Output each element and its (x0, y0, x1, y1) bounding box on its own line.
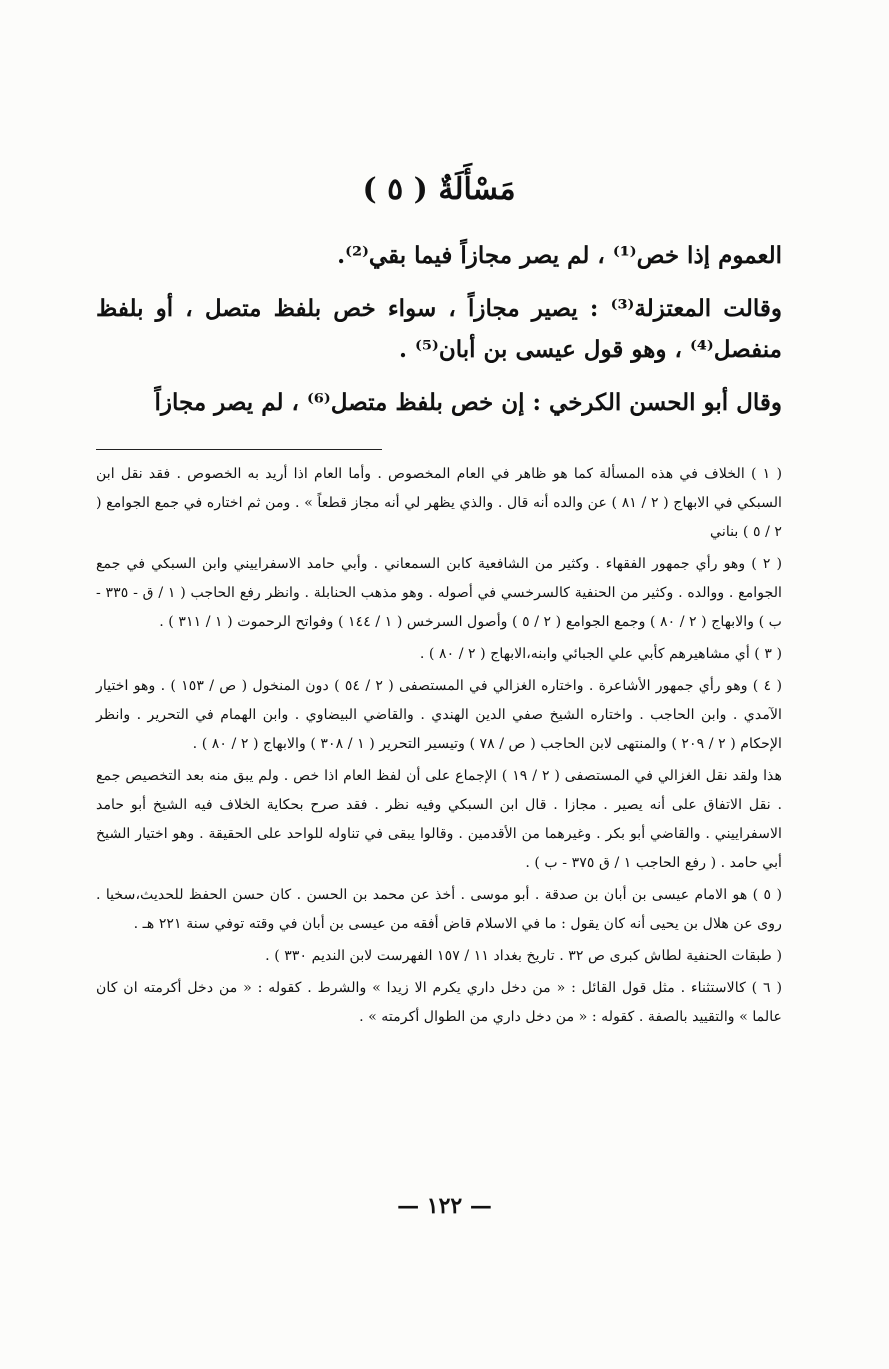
page-number: — ١٢٢ — (397, 1193, 492, 1219)
footnote-4-continued: هذا ولقد نقل الغزالي في المستصفى ( ٢ / ١٩ ) الإجماع على أن لفظ العام اذا خص . ولم يبق منه بعد التخصيص جمع . نقل الاتفاق على أنه يصير . مجازا . قال ابن السبكي وفيه نظر . فقد صرح بحكاية الخلاف فيه الشيخ أبو حامد الاسفراييني . والقاضي أبو بكر . وغيرهما من الأقدمين . وقالوا يبقى في تناوله للواحد على الحقيقة . وهو اختيار الشيخ أبي حامد . ( رفع الحاجب ١ / ق ٣٧٥ - ب ) . (96, 768, 782, 871)
footnote-2: ( ٢ ) وهو رأي جمهور الفقهاء . وكثير من الشافعية كابن السمعاني . وأبي حامد الاسفراييني وابن السبكي في جمع الجوامع . ووالده . وكثير من الحنفية كالسرخسي في أصوله . وهو مذهب الحنابلة . وانظر رفع الحاجب ( ١ / ق - ٣٣٥ - ب ) والابهاج ( ٢ / ٨٠ ) وجمع الجوامع ( ٢ / ٥ ) وأصول السرخس ( ١ / ١٤٤ ) وفواتح الرحموت ( ١ / ٣١١ ) . (96, 556, 782, 630)
main-paragraph-1: العموم إذا خص⁽¹⁾ ، لم يصر مجازاً فيما بقي⁽²⁾. (337, 242, 782, 269)
footnote-4: ( ٤ ) وهو رأي جمهور الأشاعرة . واختاره الغزالي في المستصفى ( ٢ / ٥٤ ) دون المنخول ( ص / ١٥٣ ) . وهو اختيار الآمدي . وابن الحاجب . واختاره الشيخ صفي الدين الهندي . والقاضي البيضاوي . وابن الهمام في التحرير . وانظر الإحكام ( ٢ / ٢٠٩ ) والمنتهى لابن الحاجب ( ص / ٧٨ ) وتيسير التحرير ( ١ / ٣٠٨ ) والابهاج ( ٢ / ٨٠ ) . (96, 678, 782, 752)
page-title: مَسْأَلَةٌ ( ٥ ) (362, 172, 516, 207)
footnote-5-sources: ( طبقات الحنفية لطاش كبرى ص ٣٢ . تاريخ بغداد ١١ / ١٥٧ الفهرست لابن النديم ٣٣٠ ) . (265, 948, 782, 964)
footnote-divider (96, 449, 382, 450)
footnote-6: ( ٦ ) كالاستثناء . مثل قول القائل : « من دخل داري يكرم الا زيدا » والشرط . كقوله : « من دخل أكرمته ان كان عالما » والتقييد بالصفة . كقوله : « من دخل داري من الطوال أكرمته » . (96, 980, 783, 1025)
footnote-5: ( ٥ ) هو الامام عيسى بن أبان بن صدقة . أبو موسى . أخذ عن محمد بن الحسن . كان حسن الحفظ للحديث،سخيا . روى عن هلال بن يحيى أنه كان يقول : ما في الاسلام قاض أفقه من عيسى بن أبان في وقته توفي سنة ٢٢١ هـ . (96, 887, 782, 932)
main-paragraph-3: وقال أبو الحسن الكرخي : إن خص بلفظ متصل⁽⁶⁾ ، لم يصر مجازاً (154, 389, 782, 416)
main-text (96, 235, 782, 423)
footnote-3: ( ٣ ) أي مشاهيرهم كأبي علي الجبائي وابنه،الابهاج ( ٢ / ٨٠ ) . (419, 646, 782, 662)
footnotes (96, 460, 782, 1032)
main-paragraph-2: وقالت المعتزلة⁽³⁾ : يصير مجازاً ، سواء خص بلفظ متصل ، أو بلفظ منفصل⁽⁴⁾ ، وهو قول عيسى بن أبان⁽⁵⁾ . (96, 295, 782, 363)
page-body (96, 150, 782, 1035)
footnote-1: ( ١ ) الخلاف في هذه المسألة كما هو ظاهر في العام المخصوص . وأما العام اذا أريد به الخصوص . فقد نقل ابن السبكي في الابهاج ( ٢ / ٨١ ) عن والده أنه قال . والذي يظهر لي أنه مجاز قطعاً » . ومن ثم اختاره في جمع الجوامع ( ٢ / ٥ ) بناني (96, 466, 782, 540)
